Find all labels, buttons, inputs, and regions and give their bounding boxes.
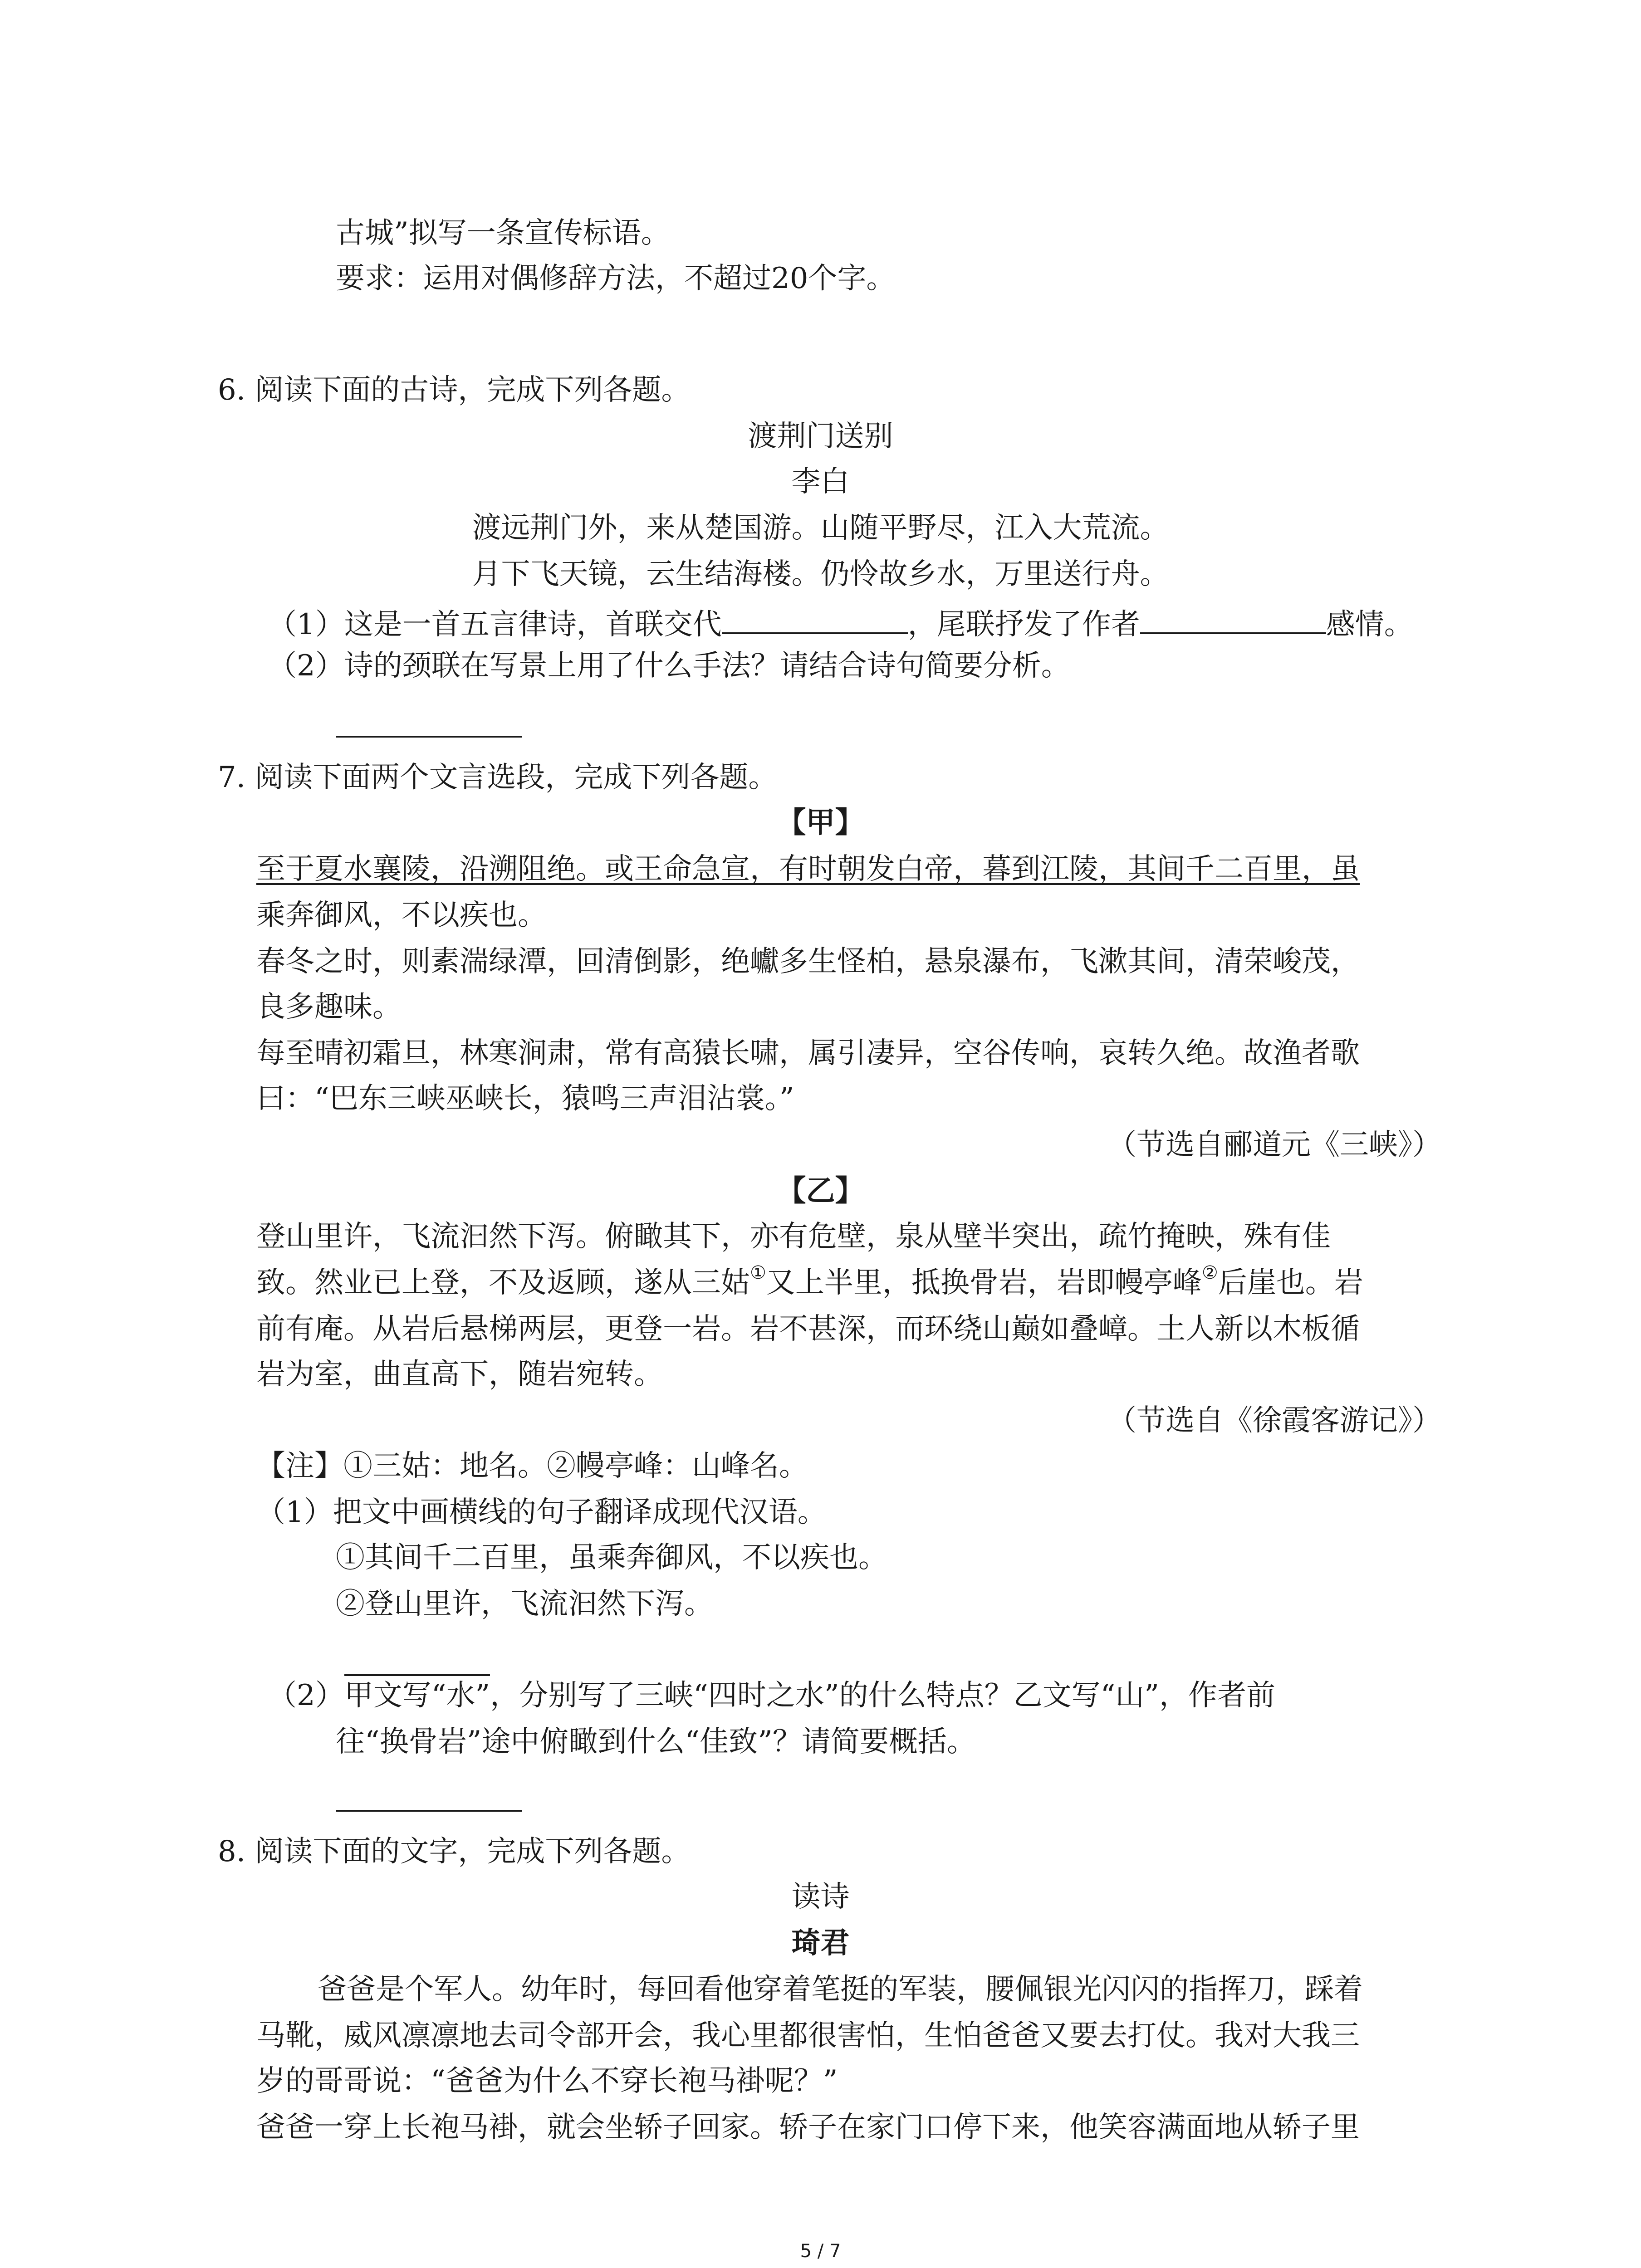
q7-sub1-item2: ②登山里许，飞流汩然下泻。: [336, 1587, 713, 1621]
q7-note: 【注】①三姑：地名。②幔亭峰：山峰名。: [256, 1449, 808, 1483]
answer-blank[interactable]: [1140, 605, 1326, 634]
q6-sub1-text-a: （1）这是一首五言律诗，首联交代: [268, 608, 722, 641]
footnote-marker: ②: [1201, 1262, 1218, 1283]
q7-sub1: （1）把文中画横线的句子翻译成现代汉语。: [256, 1496, 827, 1529]
q6-sub1-text-b: ，尾联抒发了作者: [907, 608, 1140, 641]
q6-sub1: [268, 605, 1413, 639]
q7-jia-p1-line1: [256, 852, 1360, 886]
q7-jia-label: 【甲】: [777, 806, 864, 840]
q7-yi-line4: 岩为室，曲直高下，随岩宛转。: [256, 1358, 663, 1391]
q7-yi-line2-c: 后崖也。岩: [1218, 1266, 1363, 1300]
q7-yi-source: （节选自《徐霞客游记》）: [1107, 1404, 1441, 1437]
q7-sub2-rest: ，分别写了三峡“四时之水”的什么特点？乙文写“山”，作者前: [490, 1679, 1276, 1712]
q7-jia-p3-line1: 每至晴初霜旦，林寒涧肃，常有高猿长啸，属引凄异，空谷传响，哀转久绝。故渔者歌: [256, 1036, 1360, 1070]
q8-title: 读诗: [791, 1880, 850, 1914]
q7-sub2-line2: 往“换骨岩”途中俯瞰到什么“佳致”？请简要概括。: [336, 1725, 976, 1759]
q7-sub2-prefix: （2）: [268, 1679, 344, 1712]
q7-yi-label: 【乙】: [777, 1174, 864, 1208]
q6-stem: 6. 阅读下面的古诗，完成下列各题。: [218, 373, 691, 407]
q6-poem-title: 渡荆门送别: [748, 420, 893, 453]
footnote-marker: ①: [750, 1262, 766, 1283]
q8-p2-line1: 爸爸一穿上长袍马褂，就会坐轿子回家。轿子在家门口停下来，他笑容满面地从轿子里: [256, 2111, 1360, 2144]
q7-yi-line1: 登山里许，飞流汩然下泻。俯瞰其下，亦有危壁，泉从壁半突出，疏竹掩映，殊有佳: [256, 1220, 1331, 1253]
overlined-phrase: 甲文写“水”: [344, 1674, 490, 1712]
answer-line[interactable]: [336, 1810, 522, 1812]
underlined-sentence: 至于夏水襄陵，沿溯阻绝。或王命急宣，有时朝发白帝，暮到江陵，其间千二百里，虽: [256, 852, 1360, 886]
q7-yi-line2-a: 致。然业已上登，不及返顾，遂从三姑: [256, 1266, 750, 1300]
q6-poem-line-1: 渡远荆门外，来从楚国游。山随平野尽，江入大荒流。: [472, 511, 1169, 545]
q7-yi-line3: 前有庵。从岩后悬梯两层，更登一岩。岩不甚深，而环绕山巅如叠嶂。土人新以木板循: [256, 1312, 1360, 1346]
q8-author: 琦君: [791, 1926, 850, 1960]
q6-poem-line-2: 月下飞天镜，云生结海楼。仍怜故乡水，万里送行舟。: [472, 557, 1169, 591]
q7-yi-line2-b: 又上半里，抵换骨岩，岩即幔亭峰: [766, 1266, 1202, 1300]
page-number: 5 / 7: [800, 2241, 841, 2262]
answer-blank[interactable]: [722, 605, 908, 634]
q8-stem: 8. 阅读下面的文字，完成下列各题。: [218, 1835, 691, 1868]
q6-sub1-text-c: 感情。: [1326, 608, 1413, 641]
q8-p1-line3: 岁的哥哥说：“爸爸为什么不穿长袍马褂呢？”: [256, 2064, 838, 2098]
q7-stem: 7. 阅读下面两个文言选段，完成下列各题。: [218, 761, 778, 794]
q8-p1-line1: 爸爸是个军人。幼年时，每回看他穿着笔挺的军装，腰佩银光闪闪的指挥刀，踩着: [318, 1973, 1363, 2006]
q6-poem-author: 李白: [791, 465, 850, 499]
q7-sub1-item1: ①其间千二百里，虽乘奔御风，不以疾也。: [336, 1541, 887, 1574]
q7-sub2-line1: [268, 1681, 1275, 1710]
q7-jia-p2-line2: 良多趣味。: [256, 990, 402, 1024]
q7-yi-line2: [256, 1262, 1363, 1300]
answer-line[interactable]: [336, 736, 522, 738]
prev-line-2: 要求：运用对偶修辞方法，不超过20个字。: [336, 262, 896, 295]
q6-sub2: （2）诗的颈联在写景上用了什么手法？请结合诗句简要分析。: [268, 649, 1070, 683]
q8-p1-line2: 马靴，威风凛凛地去司令部开会，我心里都很害怕，生怕爸爸又要去打仗。我对大我三: [256, 2019, 1360, 2053]
q7-jia-source: （节选自郦道元《三峡》）: [1107, 1128, 1441, 1162]
q7-jia-p2-line1: 春冬之时，则素湍绿潭，回清倒影，绝巘多生怪柏，悬泉瀑布，飞漱其间，清荣峻茂，: [256, 945, 1360, 978]
q7-jia-p3-line2: 曰：“巴东三峡巫峡长，猿鸣三声泪沾裳。”: [256, 1082, 794, 1115]
q7-jia-p1-line2: 乘奔御风，不以疾也。: [256, 899, 547, 932]
prev-line-1: 古城”拟写一条宣传标语。: [336, 216, 670, 250]
